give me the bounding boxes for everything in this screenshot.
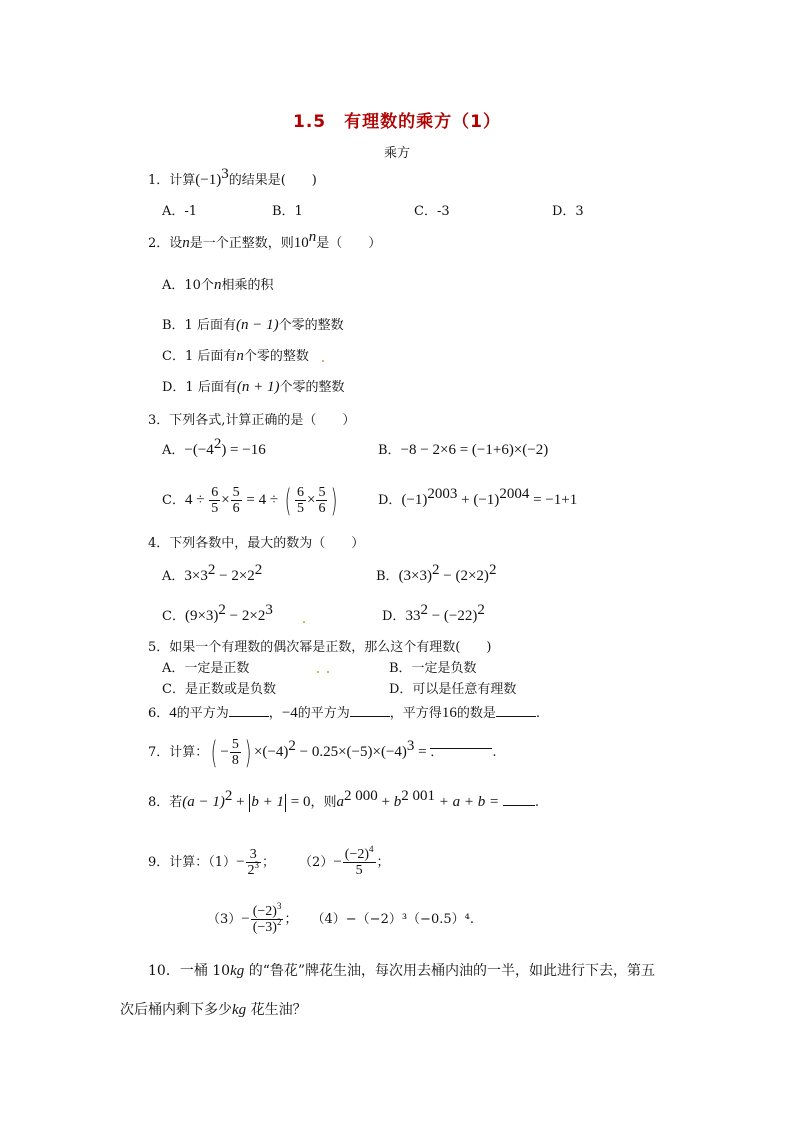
den-base: 2 — [247, 863, 255, 878]
answer-blank-q8[interactable] — [503, 792, 535, 806]
q9-label: 9．计算： — [148, 855, 209, 870]
den-base: (−3) — [252, 920, 277, 935]
q3-b-expr: −8 − 2×6 = (−1+6)×(−2) — [400, 442, 549, 458]
q6-text4: 的数是 — [456, 706, 496, 721]
q9-semi: ； — [262, 855, 276, 870]
exp: 2 — [420, 602, 428, 618]
q8-exp-a: 2 000 — [343, 788, 378, 804]
q3-a-label: A． — [162, 443, 185, 458]
exp: 2 — [432, 562, 440, 578]
q7-expr2: − 0.25×(−5)×(−4) — [295, 744, 407, 760]
q3-a-expr1: −(−4 — [184, 442, 214, 458]
denominator: 5 — [355, 863, 363, 878]
q4-option-c — [162, 602, 273, 626]
stray-mark — [322, 360, 324, 362]
exp: 2 — [254, 562, 263, 578]
q3-a-exp: 2 — [213, 436, 222, 452]
stray-mark — [327, 671, 329, 673]
q9-part1: （1） — [208, 855, 237, 870]
q2-a-n: n — [213, 277, 222, 293]
q9-neg: − — [241, 911, 250, 927]
q4-a-expr: 3×3 — [184, 568, 208, 584]
q3-d-part3: = −1+1 — [529, 492, 578, 508]
exp: 3 — [265, 602, 273, 618]
q7-eq: = — [414, 744, 431, 760]
question-9-row2 — [207, 897, 474, 942]
section-subtitle: 乘方 — [383, 146, 410, 161]
q3-b-label: B． — [378, 443, 401, 458]
q2-option-d — [162, 378, 344, 397]
q6-period: . — [535, 706, 540, 721]
q2-option-a — [162, 276, 273, 295]
q10-post: 的“鲁花”牌花生油，每次用去桶内油的一半，如此进行下去，第五 — [244, 963, 656, 979]
q2-b-pre: B．1 后面有 — [162, 318, 236, 333]
q5-option-a: A．一定是正数 — [162, 661, 250, 676]
q5-option-d: D．可以是任意有理数 — [389, 682, 517, 697]
q2-c-pre: C．1 后面有 — [162, 349, 237, 364]
q2-d-post: 个零的整数 — [279, 380, 345, 395]
q3-d-part2: + (−1) — [457, 492, 500, 508]
fraction-6-5 — [295, 485, 306, 516]
q4-option-a — [162, 562, 263, 586]
q2-exponent-n: n — [308, 229, 317, 245]
q5-option-c: C．是正数或是负数 — [162, 682, 276, 697]
answer-blank-q7[interactable] — [430, 735, 492, 760]
stray-mark — [317, 671, 319, 673]
q4-d-label: D． — [382, 609, 406, 624]
question-10-line1 — [148, 962, 655, 980]
q2-a-post: 相乘的积 — [221, 278, 274, 293]
num-base: (−2) — [344, 847, 370, 862]
q4-a-mid: − 2×2 — [215, 568, 255, 584]
q2-suffix: 是（ ） — [316, 236, 382, 251]
q9-semi: ； — [376, 855, 390, 870]
numerator: 3 — [246, 847, 262, 863]
denominator — [251, 917, 284, 935]
times-sign: × — [221, 492, 230, 508]
fraction-5-6 — [316, 485, 327, 516]
q7-end: . — [492, 745, 497, 760]
q2-base: 10 — [293, 235, 309, 251]
q3-option-c: C．4 ÷ $\frac{6}{5}$ × $\frac{5}{6}$ = 4 ÷ ( $\frac{6}{5}$ × $\frac{5}{6}$ ) — [162, 482, 338, 519]
q4-c-expr: (9×3) — [184, 608, 219, 624]
q3-option-b — [378, 441, 548, 460]
numerator: 6 — [296, 485, 304, 500]
q7-blank-mark: ． — [430, 745, 444, 760]
q6-text3: ，平方得 — [389, 706, 442, 721]
q3-d-label: D． — [378, 493, 402, 508]
fraction-5-6 — [231, 485, 242, 516]
q2-option-c — [162, 347, 309, 366]
times-sign: × — [306, 492, 316, 508]
q8-b: b — [393, 794, 402, 810]
q4-b-label: B． — [376, 569, 399, 584]
q10-unit: kg — [232, 1002, 247, 1018]
question-10-line2 — [120, 1001, 307, 1019]
q1-expression: (−1) — [195, 172, 222, 188]
q6-comma: ， — [268, 706, 282, 721]
q8-expr1: (a − 1) — [182, 794, 225, 810]
question-6 — [148, 703, 540, 723]
q4-a-label: A． — [162, 569, 185, 584]
q4-option-b — [376, 562, 497, 586]
q3-c-eq: = 4 ÷ — [242, 492, 282, 508]
exp: 2 — [207, 562, 216, 578]
num-exp: 4 — [369, 844, 374, 854]
q1-suffix: 的结果是( ) — [228, 173, 317, 188]
q2-variable-n: n — [182, 235, 190, 251]
num-exp: 3 — [276, 901, 282, 911]
numerator: 5 — [232, 485, 240, 500]
q7-exp: 2 — [288, 738, 296, 754]
q2-b-post: 个零的整数 — [278, 318, 344, 333]
numerator: 6 — [211, 485, 219, 500]
q1-option-c: C．-3 — [414, 204, 450, 219]
page-title: 1.5 有理数的乘方（1） — [293, 112, 501, 132]
q9-part4-expr: −（−2）³（−0.5）⁴. — [345, 912, 474, 927]
q4-c-label: C． — [162, 609, 185, 624]
exp: 2 — [218, 602, 226, 618]
fraction-neg2-4th-over-5 — [343, 844, 376, 878]
q3-d-exp2: 2004 — [499, 486, 530, 502]
numerator: 5 — [231, 737, 239, 752]
q6-text2: 的平方为 — [297, 706, 350, 721]
q10-line2-pre: 次后桶内剩下多少 — [120, 1002, 232, 1018]
den-exp: 3 — [254, 860, 260, 870]
q2-d-pre: D．1 后面有 — [162, 380, 237, 395]
q9-neg: − — [236, 854, 245, 870]
denominator: 6 — [232, 501, 240, 516]
answer-blank-1[interactable] — [229, 703, 269, 717]
q1-option-d: D．3 — [552, 204, 584, 219]
answer-blank-2[interactable] — [350, 703, 390, 717]
q8-plus2: + — [377, 794, 394, 810]
q9-part4: （4） — [311, 912, 346, 927]
q9-neg: − — [333, 854, 342, 870]
q1-prefix: 1．计算 — [148, 173, 196, 188]
question-9-row1 — [148, 842, 390, 883]
q9-semi: ； — [284, 912, 298, 927]
q5-option-b: B．一定是负数 — [389, 661, 477, 676]
q3-option-d — [378, 486, 578, 510]
denominator: 8 — [231, 753, 239, 768]
question-8 — [148, 788, 539, 812]
q8-mid: ，则 — [310, 795, 337, 810]
q6-sixteen: 16 — [441, 705, 457, 721]
question-1-stem — [148, 166, 317, 190]
q3-c-lead: 4 ÷ — [184, 492, 209, 508]
q2-c-post: 个零的整数 — [243, 349, 309, 364]
den-exp: 2 — [276, 917, 282, 927]
q1-exponent: 3 — [221, 166, 229, 182]
q7-neg: − — [220, 744, 229, 760]
fraction-5-8 — [230, 737, 241, 768]
numerator: 5 — [318, 485, 326, 500]
q4-b-expr: (3×3) — [398, 568, 433, 584]
q2-a-pre: A．10个 — [162, 278, 214, 293]
denominator: 5 — [296, 501, 304, 516]
q10-pre: 10．一桶 10 — [148, 963, 231, 979]
q4-b-mid: − (2×2) — [439, 568, 489, 584]
num-base: (−2) — [252, 904, 277, 919]
q8-exp-b: 2 001 — [401, 788, 435, 804]
q9-part2: （2） — [299, 855, 334, 870]
q10-unit: kg — [230, 963, 245, 979]
q3-d-part1: (−1) — [401, 492, 428, 508]
q8-a: a — [336, 794, 344, 810]
q8-end: . — [534, 795, 539, 810]
q8-expr3: = 0 — [287, 794, 311, 810]
q8-exp: 2 — [224, 788, 233, 804]
q7-exp2: 3 — [406, 738, 415, 754]
question-3-stem: 3．下列各式,计算正确的是（ ） — [148, 413, 356, 428]
q3-option-a — [162, 436, 266, 460]
q7-label: 7．计算： — [148, 745, 209, 760]
q2-prefix: 2．设 — [148, 236, 183, 251]
q3-a-expr2: ) = −16 — [221, 442, 266, 458]
denominator: 5 — [211, 501, 219, 516]
question-7: 7．计算：( − $\frac{5}{8}$ ) $\times(-4)^2 - 0.25\times(-5)\times(-4)^3$ = ． . — [148, 734, 497, 771]
denominator: 6 — [318, 501, 326, 516]
q2-mid: 是一个正整数，则 — [189, 236, 294, 251]
q4-option-d — [382, 602, 485, 626]
q2-d-expr: (n + 1) — [236, 379, 280, 395]
q6-text1: 的平方为 — [176, 706, 229, 721]
q9-part3: （3） — [207, 912, 242, 927]
q2-b-expr: (n − 1) — [235, 317, 279, 333]
q4-d-mid: − (−22) — [427, 608, 478, 624]
q8-label: 8．若 — [148, 795, 183, 810]
question-2-stem — [148, 229, 382, 253]
question-5-stem: 5．如果一个有理数的偶次幂是正数，那么这个有理数( ) — [148, 640, 492, 655]
q8-abs-content: b + 1 — [251, 794, 284, 810]
exp: 2 — [488, 562, 497, 578]
fraction-neg2cubed-over-neg3sq — [251, 901, 284, 935]
q2-c-n: n — [236, 348, 244, 364]
denominator — [246, 860, 262, 878]
q1-option-a: A．-1 — [162, 204, 198, 219]
q3-d-exp1: 2003 — [427, 486, 458, 502]
answer-blank-3[interactable] — [496, 703, 536, 717]
q8-tail: + a + b = — [434, 794, 503, 810]
q2-option-b — [162, 316, 344, 335]
fraction-6-5 — [209, 485, 220, 516]
fraction-3-over-2cubed — [246, 847, 262, 878]
q7-expr1: ×(−4) — [253, 744, 289, 760]
q4-d-expr: 33 — [405, 608, 421, 624]
numerator — [343, 844, 376, 863]
q6-four: 4 — [169, 705, 177, 721]
stray-mark — [303, 621, 305, 623]
q10-line2-post: 花生油？ — [246, 1002, 307, 1018]
q6-neg-four: −4 — [281, 705, 298, 721]
q6-num: 6． — [148, 706, 170, 721]
question-4-stem: 4．下列各数中，最大的数为（ ） — [148, 536, 365, 551]
q8-plus: + — [232, 794, 249, 810]
q3-c-label: C． — [162, 493, 185, 508]
q4-c-mid: − 2×2 — [225, 608, 266, 624]
exp: 2 — [477, 602, 485, 618]
q1-option-b: B．1 — [272, 204, 303, 219]
